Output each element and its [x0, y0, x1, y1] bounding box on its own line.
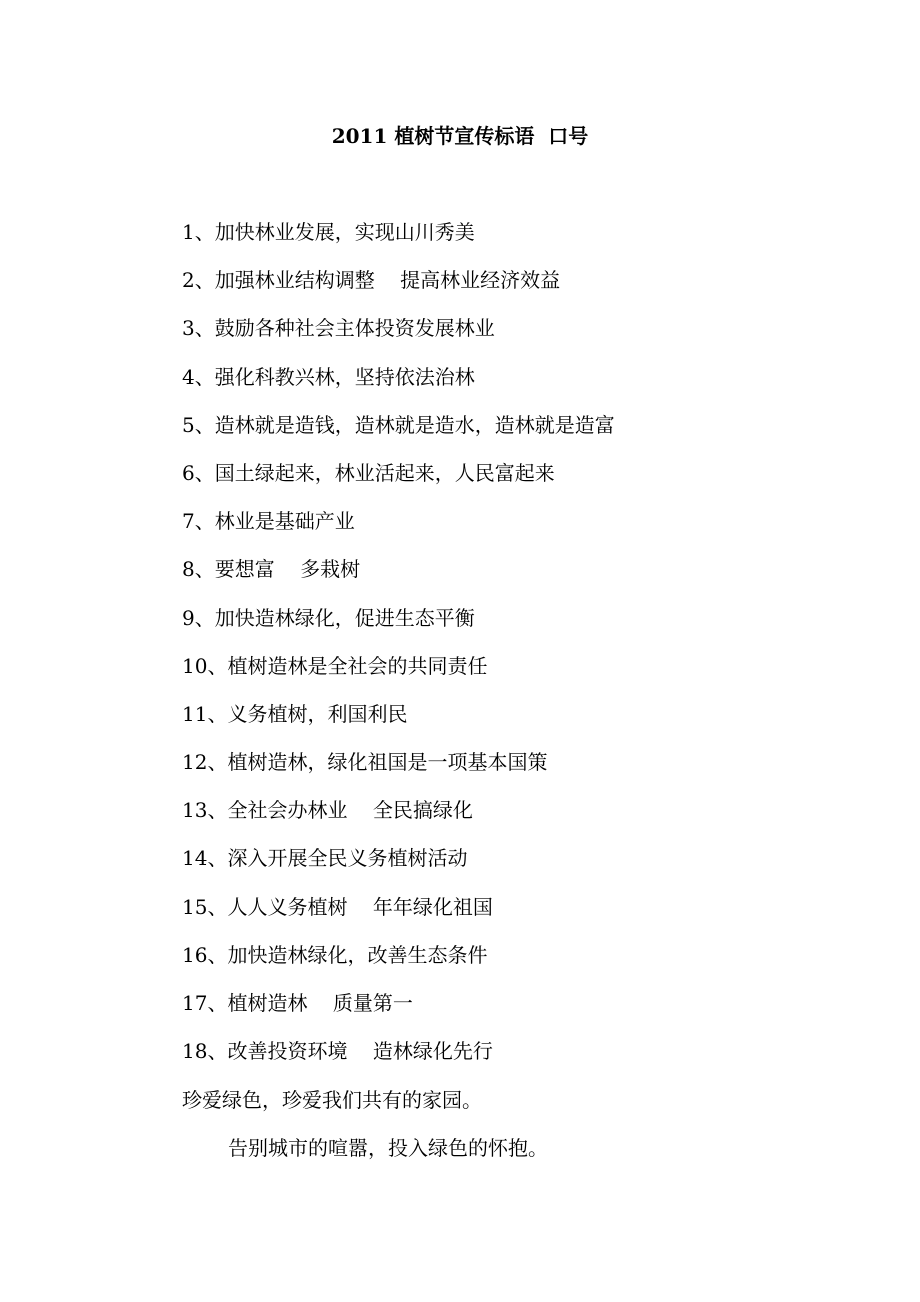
closing-line-1: 珍爱绿色，珍爱我们共有的家园。: [182, 1088, 482, 1112]
slogan-item: 6、国土绿起来，林业活起来，人民富起来: [182, 460, 555, 485]
slogan-item: 1、加快林业发展，实现山川秀美: [182, 220, 475, 244]
slogan-item: 7、林业是基础产业: [182, 509, 355, 534]
slogan-item: 18、改善投资环境 造林绿化先行: [182, 1039, 493, 1064]
slogan-item: 15、人人义务植树 年年绿化祖国: [182, 894, 493, 919]
slogan-item: 16、加快造林绿化，改善生态条件: [182, 942, 488, 967]
slogan-item: 10、植树造林是全社会的共同责任: [182, 653, 488, 678]
slogan-list: [182, 216, 615, 1083]
slogan-item: 13、全社会办林业 全民搞绿化: [182, 798, 473, 823]
slogan-item: 12、植树造林，绿化祖国是一项基本国策: [182, 750, 548, 775]
slogan-item: 3、鼓励各种社会主体投资发展林业: [182, 316, 495, 341]
slogan-item: 5、造林就是造钱，造林就是造水，造林就是造富: [182, 412, 615, 437]
slogan-item: 2、加强林业结构调整 提高林业经济效益: [182, 268, 561, 293]
slogan-item: 14、深入开展全民义务植树活动: [182, 846, 468, 871]
slogan-item: 11、义务植树，利国利民: [182, 701, 408, 726]
slogan-item: 17、植树造林 质量第一: [182, 991, 413, 1015]
page-title: 2011 植树节宣传标语 口号: [331, 124, 589, 148]
closing-line-2: 告别城市的喧嚣，投入绿色的怀抱。: [228, 1136, 548, 1160]
slogan-item: 8、要想富 多栽树: [182, 557, 361, 582]
slogan-item: 9、加快造林绿化，促进生态平衡: [182, 605, 475, 630]
slogan-item: 4、强化科教兴林，坚持依法治林: [182, 364, 475, 389]
